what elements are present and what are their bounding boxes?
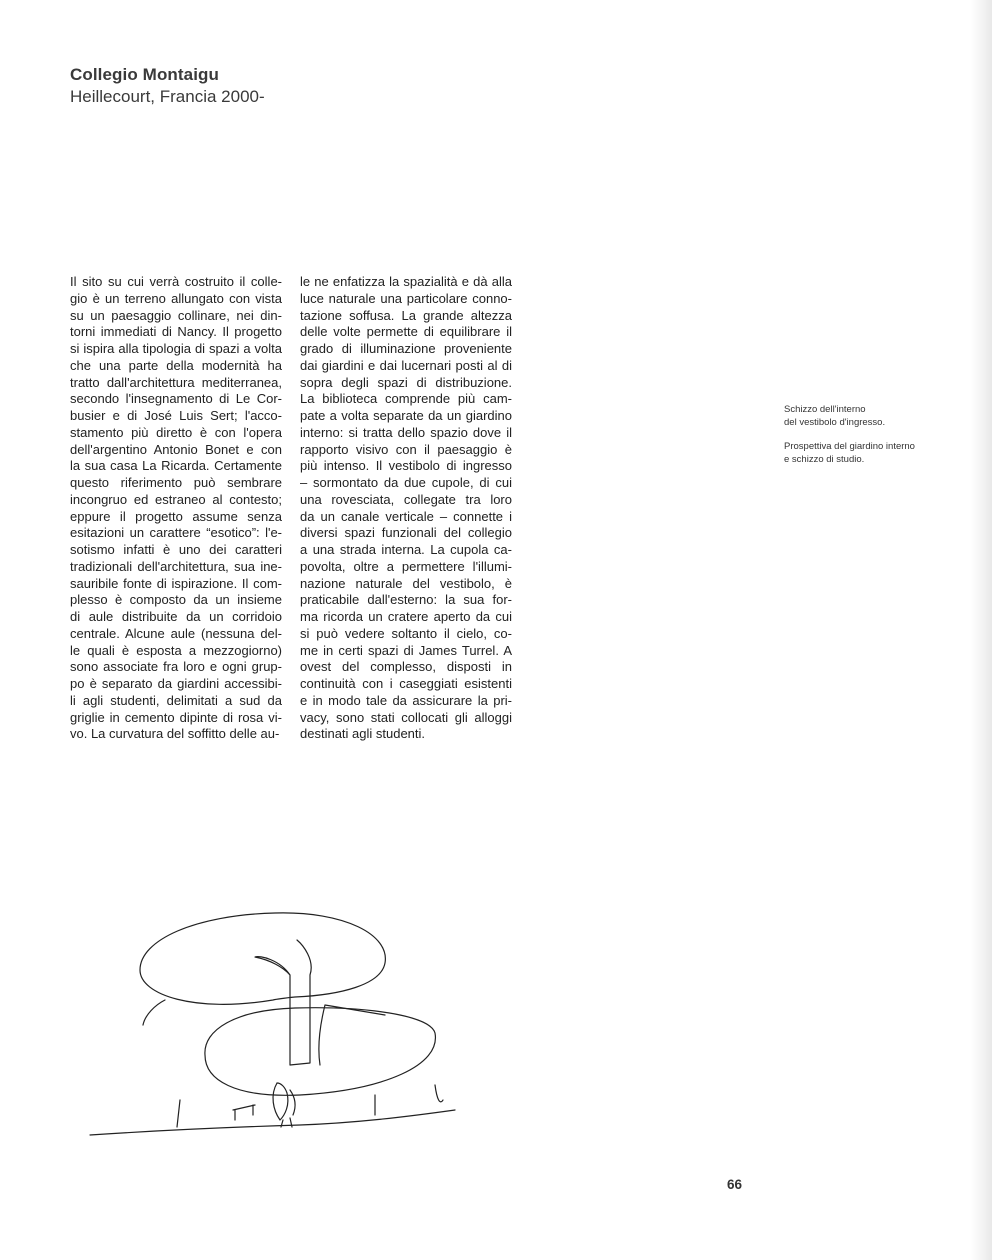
text-line: ma ricorda un cratere aperto da cui	[300, 609, 512, 624]
text-line: interno: si tratta dello spazio dove il	[300, 424, 512, 440]
text-line: po è separato da giardini accessibi-	[70, 676, 282, 691]
page-subtitle: Heillecourt, Francia 2000-	[70, 87, 265, 106]
text-line: sotismo infatti è uno dei caratteri	[70, 542, 282, 557]
text-line: La biblioteca comprende più cam-	[300, 391, 512, 407]
text-line: tradizionali dell'architettura, sua ine-	[70, 558, 282, 574]
text-line: pate a volta separate da un giardino	[300, 408, 512, 423]
text-line: da un canale verticale – connette i	[300, 508, 512, 524]
text-line: povolta, oltre a permettere l'illumi-	[300, 558, 512, 574]
text-line: secondo l'insegnamento di Le Cor-	[70, 391, 282, 407]
text-line: stamento più diretto è con l'opera	[70, 424, 282, 440]
caption-line: e schizzo di studio.	[784, 454, 865, 465]
caption-garden-perspective	[784, 440, 964, 466]
text-line: eppure il progetto assume senza	[70, 508, 282, 524]
page-title: Collegio Montaigu	[70, 65, 220, 84]
text-line: praticabile dall'esterno: la sua for-	[300, 592, 512, 608]
text-line: continuità con i caseggiati esistenti	[300, 676, 512, 691]
caption-line: Prospettiva del giardino interno	[784, 441, 915, 452]
text-line: tratto dall'architettura mediterranea,	[70, 374, 282, 390]
text-line: plesso è composto da un insieme	[70, 592, 282, 608]
text-line: dai giardini e dai lucernari posti al di	[300, 357, 512, 373]
text-line: si può vedere soltanto il cielo, co-	[300, 625, 512, 641]
text-line: nazione naturale del vestibolo, è	[300, 575, 512, 591]
text-line: vo. La curvatura del soffitto delle au-	[70, 726, 280, 742]
text-line: la sua casa La Ricarda. Certamente	[70, 458, 282, 474]
vestibule-sketch	[85, 905, 465, 1150]
sketch-left-edge	[143, 1000, 180, 1127]
text-line: me in certi spazi di James Turrel. A	[300, 642, 512, 658]
text-line: a una strada interna. La cupola ca-	[300, 542, 512, 557]
text-line: sauribile fonte di ispirazione. Il com-	[70, 575, 282, 591]
text-line: le ne enfatizza la spazialità e dà alla	[300, 274, 512, 289]
text-line: dell'argentino Antonio Bonet e con	[70, 441, 282, 457]
sketch-lower-dome	[205, 1008, 436, 1096]
body-column-2	[300, 274, 512, 743]
text-line: – sormontato da due cupole, di cui	[300, 475, 512, 490]
text-line: vacy, sono stati collocati gli alloggi	[300, 709, 512, 725]
page-number: 66	[727, 1177, 743, 1192]
text-line: luce naturale una particolare conno-	[300, 290, 512, 306]
sketch-right-posts	[375, 1085, 443, 1115]
sketch-wall	[319, 1005, 385, 1065]
text-line: gio è un terreno allungato con vista	[70, 290, 282, 306]
text-line: torni immediati di Nancy. Il progetto	[70, 324, 282, 340]
text-line: destinati agli studenti.	[300, 726, 426, 742]
text-line: busier e di José Luis Sert; l'acco-	[70, 408, 282, 423]
text-line: incongruo ed estraneo al contesto;	[70, 491, 282, 507]
text-line: centrale. Alcune aule (nessuna del-	[70, 625, 282, 641]
text-line: li agli studenti, delimitati a sud da	[70, 692, 282, 708]
text-line: le quali è esposta a mezzogiorno)	[70, 642, 282, 658]
text-line: Il sito su cui verrà costruito il colle-	[70, 274, 282, 289]
text-line: che una parte della modernità ha	[70, 357, 282, 373]
text-line: questo riferimento può sembrare	[70, 475, 282, 490]
text-line: rapporto visivo con il paesaggio è	[300, 441, 512, 457]
text-line: griglie in cemento dipinte di rosa vi-	[70, 709, 282, 725]
text-line: più intenso. Il vestibolo di ingresso	[300, 458, 512, 474]
text-line: su un paesaggio collinare, nei din-	[70, 307, 282, 323]
text-line: una rovesciata, collegate tra loro	[300, 491, 512, 507]
text-line: delle volte permette di equilibrare il	[300, 324, 512, 340]
body-column-1	[70, 274, 282, 743]
sketch-figure	[273, 1083, 295, 1127]
text-line: tazione soffusa. La grande altezza	[300, 307, 512, 323]
text-line: di aule distribuite da un corridoio	[70, 609, 282, 624]
caption-block	[784, 403, 964, 477]
sketch-vertical-channel	[255, 940, 311, 1065]
text-line: esitazioni un carattere “esotico”: l'e-	[70, 525, 282, 541]
caption-line: del vestibolo d'ingresso.	[784, 417, 886, 428]
text-line: sono associate fra loro e ogni grup-	[70, 659, 282, 675]
caption-sketch-vestibule	[784, 403, 964, 429]
text-line: ovest del complesso, disposti in	[300, 659, 512, 675]
sketch-ground-line	[90, 1110, 455, 1135]
text-line: diversi spazi funzionali del collegio	[300, 525, 512, 541]
text-line: grado di illuminazione proveniente	[300, 341, 512, 356]
text-line: sopra degli spazi di distribuzione.	[300, 374, 512, 390]
page-edge-shadow	[970, 0, 992, 1260]
text-line: e in modo tale da assicurare la pri-	[300, 692, 512, 708]
caption-line: Schizzo dell'interno	[784, 404, 866, 415]
sketch-bench	[233, 1105, 255, 1120]
text-line: si ispira alla tipologia di spazi a volta	[70, 341, 282, 356]
